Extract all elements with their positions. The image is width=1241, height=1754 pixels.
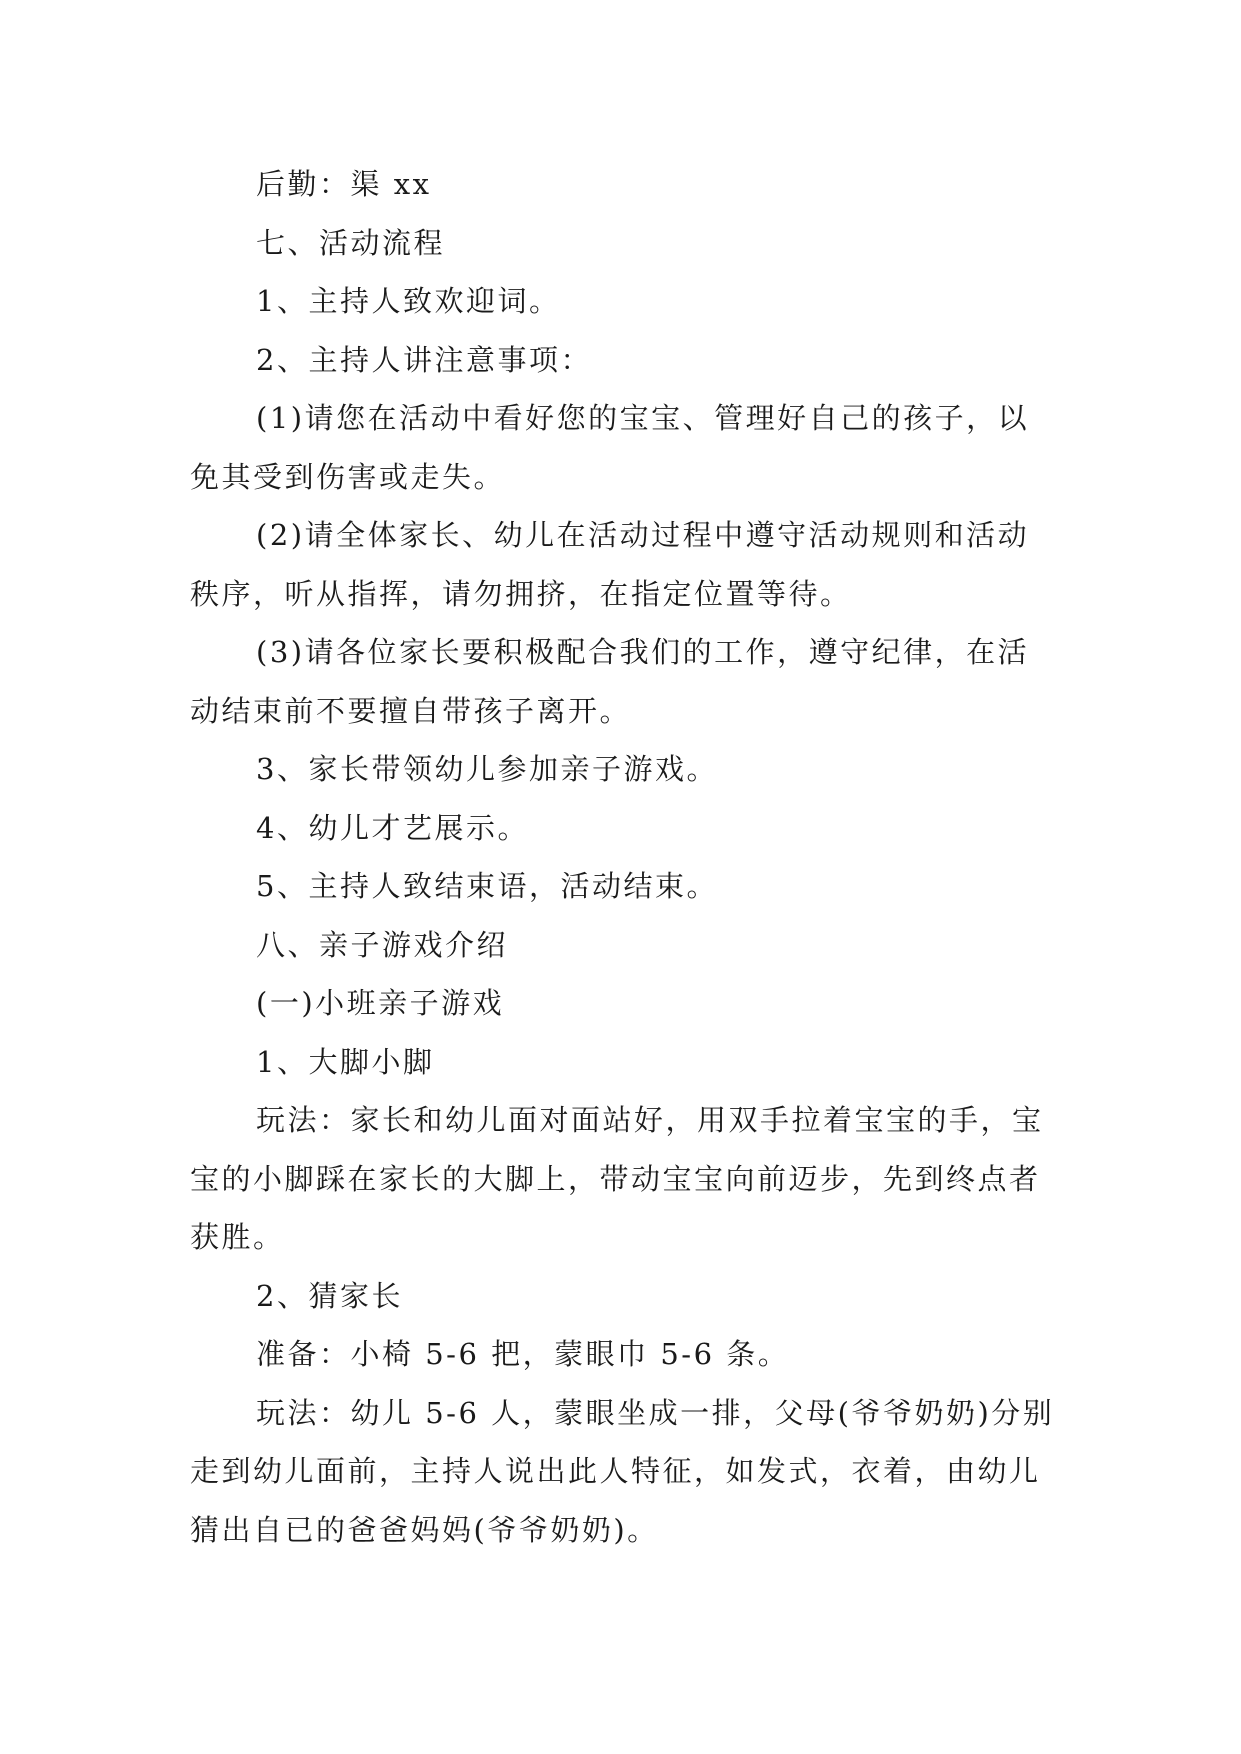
paragraph-game-2-rules: 玩法：幼儿 5-6 人，蒙眼坐成一排，父母(爷爷奶奶)分别走到幼儿面前，主持人说出此人特征，如发式，衣着，由幼儿猜出自已的爸爸妈妈(爷爷奶奶)。 (190, 1395, 1055, 1547)
heading-activity-flow: 七、活动流程 (256, 225, 446, 260)
paragraph-step-1: 1、主持人致欢迎词。 (256, 284, 561, 318)
paragraph-step-5: 5、主持人致结束语，活动结束。 (256, 869, 718, 903)
heading-small-class-games: (一)小班亲子游戏 (256, 986, 505, 1020)
paragraph-game-2-preparation: 准备：小椅 5-6 把，蒙眼巾 5-6 条。 (256, 1337, 790, 1371)
paragraph-game-1-rules: 玩法：家长和幼儿面对面站好，用双手拉着宝宝的手，宝宝的小脚踩在家长的大脚上，带动宝宝向前迈步，先到终点者获胜。 (190, 1103, 1044, 1254)
paragraph-step-3: 3、家长带领幼儿参加亲子游戏。 (256, 752, 718, 786)
paragraph-logistics: 后勤：渠 xx (256, 167, 432, 201)
heading-game-1: 1、大脚小脚 (256, 1044, 435, 1079)
paragraph-note-1: (1)请您在活动中看好您的宝宝、管理好自己的孩子，以免其受到伤害或走失。 (190, 401, 1030, 494)
paragraph-note-2: (2)请全体家长、幼儿在活动过程中遵守活动规则和活动秩序，听从指挥，请勿拥挤，在指定位置等待。 (190, 518, 1030, 611)
heading-game-2: 2、猜家长 (256, 1278, 403, 1313)
heading-game-intro: 八、亲子游戏介绍 (256, 927, 509, 962)
paragraph-note-3: (3)请各位家长要积极配合我们的工作，遵守纪律，在活动结束前不要擅自带孩子离开。 (190, 635, 1030, 728)
paragraph-step-4: 4、幼儿才艺展示。 (256, 810, 529, 845)
document-body (190, 155, 1060, 1559)
paragraph-step-2: 2、主持人讲注意事项： (256, 342, 592, 377)
